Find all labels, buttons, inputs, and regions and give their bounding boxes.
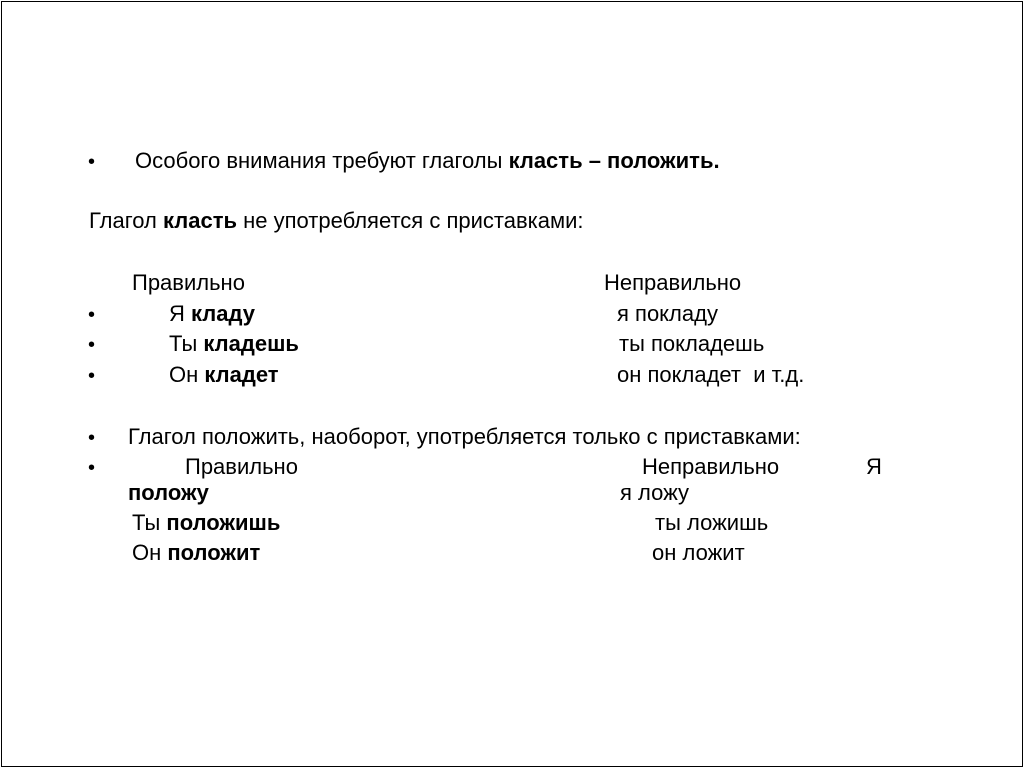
table1-header-incorrect: Неправильно — [604, 270, 742, 295]
bullet: • — [88, 304, 96, 326]
bullet: • — [88, 151, 96, 173]
table1-row-incorrect: он покладет и т.д. — [617, 362, 805, 387]
slide — [1, 1, 1023, 767]
klast-rule — [89, 208, 584, 234]
klast-rule-suffix: не употребляется с приставками: — [237, 208, 584, 233]
verb-form: кладешь — [203, 331, 299, 356]
polozhit-rule: Глагол положить, наоборот, употребляется только с приставками: — [128, 424, 801, 449]
table2-header-trailing: Я — [866, 454, 882, 479]
table1-header-correct: Правильно — [132, 270, 245, 295]
table1-row-correct — [169, 362, 279, 388]
pronoun: Я — [169, 301, 191, 326]
pronoun: Он — [169, 362, 205, 387]
pronoun: Ты — [169, 331, 204, 356]
verb-form: положит — [167, 540, 261, 565]
table2-row-incorrect: я ложу — [620, 480, 690, 505]
klast-rule-prefix: Глагол — [89, 208, 163, 233]
verb-form: кладет — [204, 362, 279, 387]
klast-rule-verb: класть — [163, 208, 238, 233]
bullet: • — [88, 457, 96, 479]
table2-row-correct — [132, 540, 260, 566]
intro-text: Особого внимания требуют глаголы — [135, 148, 509, 173]
table2-row-correct — [132, 510, 280, 536]
table1-row-correct — [169, 331, 299, 357]
verb-form: кладу — [191, 301, 255, 326]
table2-header-correct: Правильно — [185, 454, 298, 479]
bullet: • — [88, 427, 96, 449]
table1-row-correct — [169, 301, 255, 327]
table1-row-incorrect: ты покладешь — [619, 331, 765, 356]
table1-row-incorrect: я покладу — [617, 301, 718, 326]
verb-form: положу — [128, 480, 209, 505]
pronoun: Он — [132, 540, 168, 565]
table2-header-incorrect: Неправильно — [642, 454, 780, 479]
table2-row-correct — [128, 480, 209, 506]
bullet: • — [88, 365, 96, 387]
table2-row-incorrect: он ложит — [652, 540, 745, 565]
intro-line — [135, 148, 720, 174]
bullet: • — [88, 334, 96, 356]
pronoun: Ты — [132, 510, 167, 535]
table2-row-incorrect: ты ложишь — [655, 510, 769, 535]
intro-bold-verbs: класть – положить. — [508, 148, 720, 173]
verb-form: положишь — [166, 510, 281, 535]
